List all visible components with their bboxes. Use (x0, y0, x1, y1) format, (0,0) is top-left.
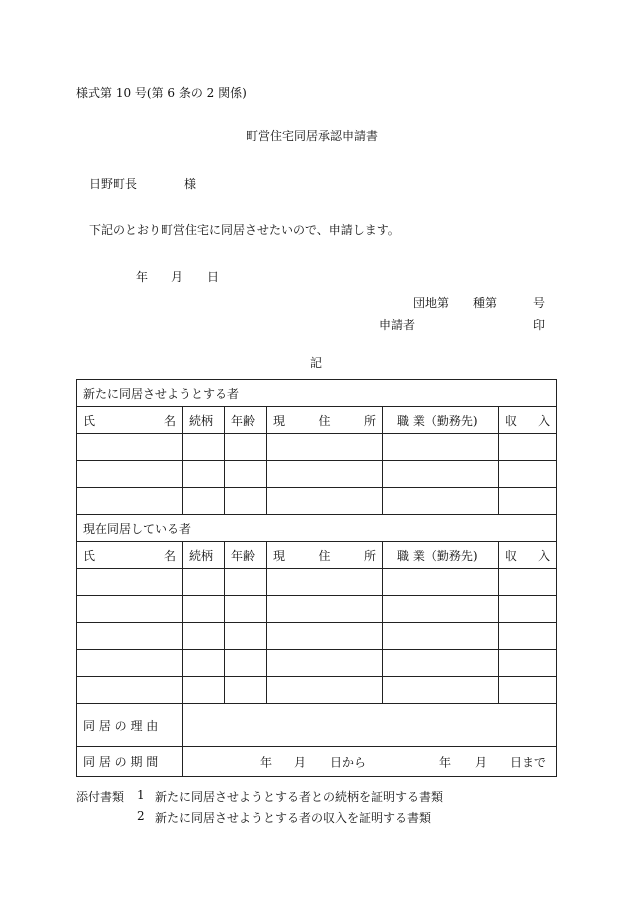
date-year: 年 (136, 270, 149, 284)
applicant-number: 号 (533, 296, 546, 310)
table-row (77, 677, 557, 704)
period-from-day: 日から (330, 755, 367, 769)
table-row (77, 569, 557, 596)
header-occupation: 職 業（勤務先) (383, 542, 499, 569)
attachment-item-2-num: 2 (137, 809, 145, 823)
header-name: 氏 名 (77, 542, 183, 569)
period-label: 同 居 の 期 間 (77, 747, 183, 777)
table-row (77, 461, 557, 488)
table-header-row (77, 542, 557, 569)
ki-label: 記 (310, 356, 323, 370)
attachment-item-1-text: 新たに同居させようとする者との続柄を証明する書類 (155, 790, 444, 804)
applicant-type: 種第 (473, 296, 498, 310)
addressee-name: 日野町長 (89, 177, 138, 191)
period-to-year: 年 (439, 755, 452, 769)
period-field[interactable] (183, 747, 557, 777)
header-relation: 続柄 (183, 542, 225, 569)
table-row (77, 488, 557, 515)
header-occupation: 職 業（勤務先) (383, 407, 499, 434)
header-relation: 続柄 (183, 407, 225, 434)
body-text: 下記のとおり町営住宅に同居させたいので、申請します。 (89, 223, 400, 237)
document-title: 町営住宅同居承認申請書 (246, 129, 379, 143)
header-address: 現 住 所 (267, 407, 383, 434)
table-header-row (77, 407, 557, 434)
header-age: 年齢 (225, 407, 267, 434)
header-income: 収 入 (499, 542, 557, 569)
section-new-cohabitants-title: 新たに同居させようとする者 (77, 380, 557, 407)
attachment-item-1-num: 1 (137, 788, 145, 802)
header-address: 現 住 所 (267, 542, 383, 569)
attachment-item-2-text: 新たに同居させようとする者の収入を証明する書類 (155, 811, 432, 825)
reason-label: 同 居 の 理 由 (77, 704, 183, 747)
applicant-label: 申請者 (379, 318, 416, 332)
form-number: 様式第 10 号(第 6 条の 2 関係) (76, 86, 247, 100)
period-to-day: 日まで (510, 755, 547, 769)
period-to-month: 月 (475, 755, 488, 769)
table-row (77, 623, 557, 650)
application-table (76, 379, 557, 777)
reason-field[interactable] (183, 704, 557, 747)
section-current-cohabitants-title: 現在同居している者 (77, 515, 557, 542)
seal-mark: 印 (533, 318, 546, 332)
header-name: 氏 名 (77, 407, 183, 434)
date-month: 月 (171, 270, 184, 284)
addressee-honorific: 様 (184, 177, 197, 191)
header-age: 年齢 (225, 542, 267, 569)
header-income: 収 入 (499, 407, 557, 434)
applicant-complex: 団地第 (413, 296, 450, 310)
period-from-year: 年 (260, 755, 273, 769)
attachments-label: 添付書類 (76, 790, 125, 804)
period-from-month: 月 (294, 755, 307, 769)
date-day: 日 (207, 270, 220, 284)
table-row (77, 596, 557, 623)
table-row (77, 650, 557, 677)
table-row (77, 434, 557, 461)
